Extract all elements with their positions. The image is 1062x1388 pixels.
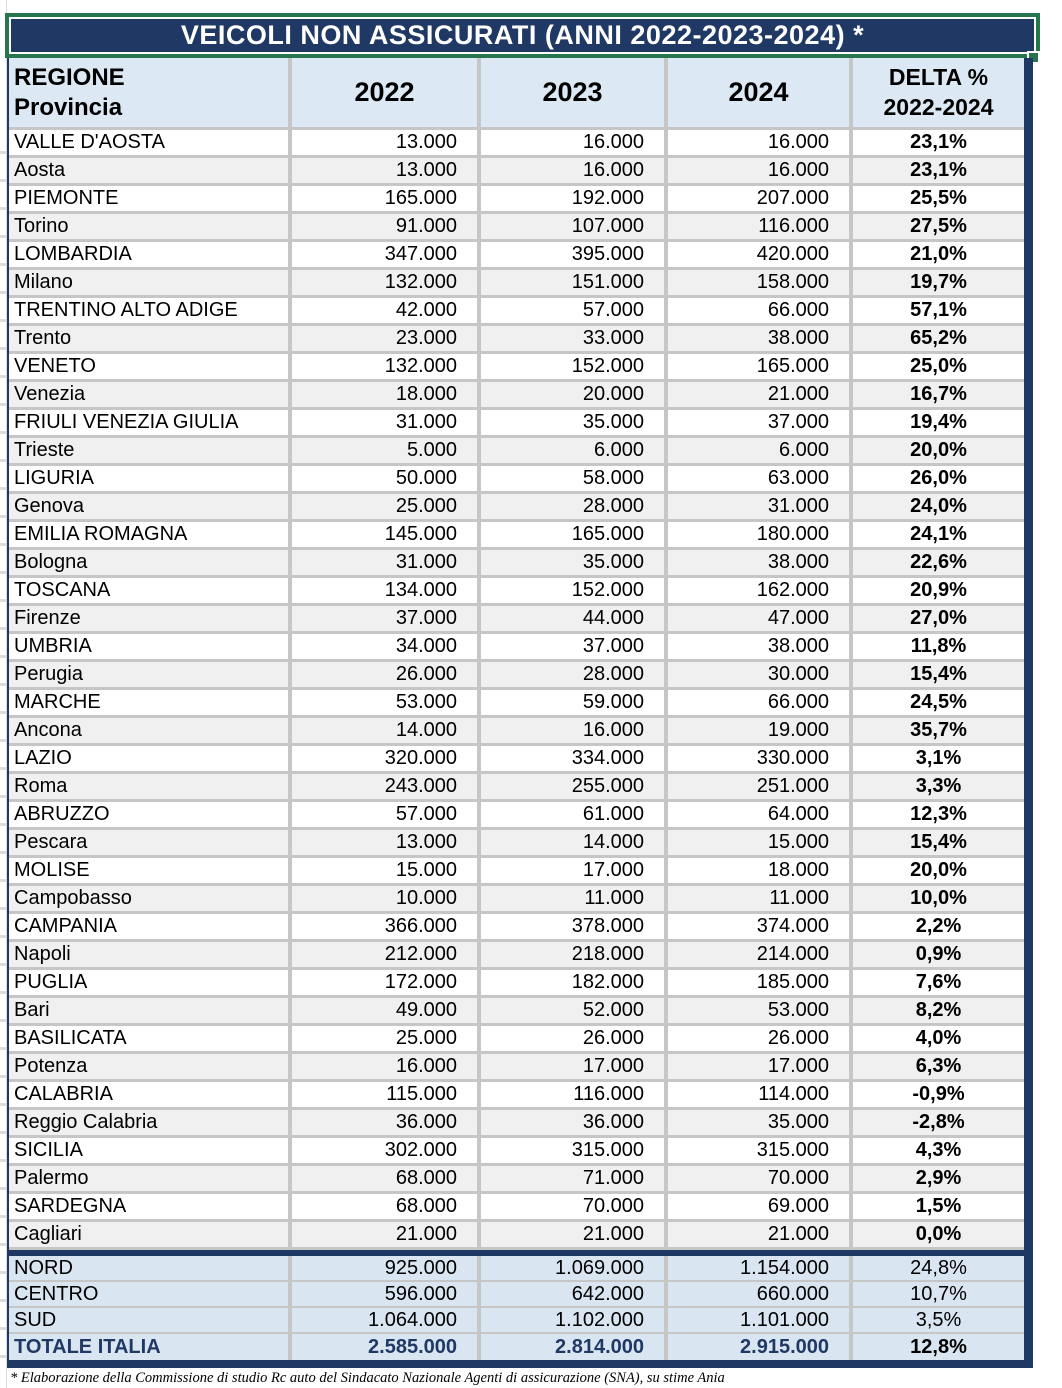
table-row xyxy=(9,1166,1024,1194)
value-2023-cell[interactable]: 57.000 xyxy=(477,298,664,323)
value-2024-cell[interactable]: 374.000 xyxy=(664,914,849,939)
table-row xyxy=(9,690,1024,718)
value-2023-cell[interactable]: 17.000 xyxy=(477,1054,664,1079)
delta-cell[interactable]: 12,3% xyxy=(849,802,1024,827)
delta-cell[interactable]: 16,7% xyxy=(849,382,1024,407)
table-row xyxy=(9,634,1024,662)
table-row xyxy=(9,410,1024,438)
value-2022-cell[interactable]: 31.000 xyxy=(288,550,477,575)
header-2024-label: 2024 xyxy=(728,77,789,107)
value-2024-cell[interactable]: 66.000 xyxy=(664,298,849,323)
table-row xyxy=(9,326,1024,354)
row-label-cell[interactable]: Genova xyxy=(14,495,85,517)
row-label-cell[interactable]: Ancona xyxy=(14,719,82,741)
row-label-cell[interactable]: Napoli xyxy=(14,943,71,965)
value-2024-cell[interactable]: 11.000 xyxy=(664,886,849,911)
table-row xyxy=(9,830,1024,858)
row-label-cell[interactable]: EMILIA ROMAGNA xyxy=(14,523,188,545)
table-row xyxy=(9,1138,1024,1166)
delta-cell[interactable]: 2,2% xyxy=(849,914,1024,939)
summary-row xyxy=(9,1308,1024,1334)
value-2022-cell[interactable]: 53.000 xyxy=(288,690,477,715)
value-2023-cell[interactable]: 107.000 xyxy=(477,214,664,239)
value-2024-cell[interactable]: 31.000 xyxy=(664,494,849,519)
table-row xyxy=(9,270,1024,298)
value-2022-cell[interactable]: 14.000 xyxy=(288,718,477,743)
value-2024-cell[interactable]: 19.000 xyxy=(664,718,849,743)
value-2024-cell[interactable]: 116.000 xyxy=(664,214,849,239)
value-2022-cell[interactable]: 132.000 xyxy=(288,270,477,295)
summary-delta-cell[interactable]: 10,7% xyxy=(849,1282,1024,1306)
table-row xyxy=(9,242,1024,270)
row-label-cell[interactable]: FRIULI VENEZIA GIULIA xyxy=(14,411,239,433)
delta-cell[interactable]: 3,3% xyxy=(849,774,1024,799)
value-2023-cell[interactable]: 165.000 xyxy=(477,522,664,547)
value-2022-cell[interactable]: 42.000 xyxy=(288,298,477,323)
value-2022-cell[interactable]: 16.000 xyxy=(288,1054,477,1079)
delta-cell[interactable]: 25,0% xyxy=(849,354,1024,379)
summary-row xyxy=(9,1282,1024,1308)
value-2024-cell[interactable]: 38.000 xyxy=(664,634,849,659)
value-2023-cell[interactable]: 28.000 xyxy=(477,494,664,519)
summary-delta-cell[interactable]: 3,5% xyxy=(849,1308,1024,1332)
value-2024-cell[interactable]: 35.000 xyxy=(664,1110,849,1135)
value-2022-cell[interactable]: 18.000 xyxy=(288,382,477,407)
value-2024-cell[interactable]: 16.000 xyxy=(664,130,849,155)
value-2022-cell[interactable]: 320.000 xyxy=(288,746,477,771)
value-2023-cell[interactable]: 61.000 xyxy=(477,802,664,827)
value-2023-cell[interactable]: 116.000 xyxy=(477,1082,664,1107)
summary-2024-cell[interactable]: 1.154.000 xyxy=(664,1256,849,1280)
value-2023-cell[interactable]: 6.000 xyxy=(477,438,664,463)
delta-cell[interactable]: 3,1% xyxy=(849,746,1024,771)
table-row xyxy=(9,746,1024,774)
value-2023-cell[interactable]: 35.000 xyxy=(477,410,664,435)
summary-2024-cell[interactable]: 1.101.000 xyxy=(664,1308,849,1332)
table-row xyxy=(9,186,1024,214)
footnote: * Elaborazione della Commissione di studio Rc auto del Sindacato Nazionale Agenti di assicurazione (SNA), su stime Ania xyxy=(10,1370,725,1386)
row-label-cell[interactable]: PUGLIA xyxy=(14,971,88,993)
header-2024[interactable] xyxy=(664,58,849,127)
delta-cell[interactable]: 23,1% xyxy=(849,130,1024,155)
row-label-cell[interactable]: Milano xyxy=(14,271,73,293)
header-delta-label: DELTA % xyxy=(888,63,989,90)
value-2023-cell[interactable]: 152.000 xyxy=(477,578,664,603)
summary-label-cell[interactable]: CENTRO xyxy=(14,1282,99,1305)
value-2024-cell[interactable]: 64.000 xyxy=(664,802,849,827)
value-2023-cell[interactable]: 37.000 xyxy=(477,634,664,659)
delta-cell[interactable]: -2,8% xyxy=(849,1110,1024,1135)
value-2022-cell[interactable]: 132.000 xyxy=(288,354,477,379)
delta-cell[interactable]: 19,4% xyxy=(849,410,1024,435)
delta-cell[interactable]: 20,0% xyxy=(849,858,1024,883)
delta-cell[interactable]: 0,9% xyxy=(849,942,1024,967)
value-2022-cell[interactable]: 31.000 xyxy=(288,410,477,435)
value-2022-cell[interactable]: 91.000 xyxy=(288,214,477,239)
delta-cell[interactable]: 10,0% xyxy=(849,886,1024,911)
row-label-cell[interactable]: Aosta xyxy=(14,159,66,181)
value-2024-cell[interactable]: 185.000 xyxy=(664,970,849,995)
row-label-cell[interactable]: Bologna xyxy=(14,551,88,573)
table-body xyxy=(9,130,1024,1250)
value-2024-cell[interactable]: 30.000 xyxy=(664,662,849,687)
value-2023-cell[interactable]: 44.000 xyxy=(477,606,664,631)
table-row xyxy=(9,130,1024,158)
delta-cell[interactable]: 35,7% xyxy=(849,718,1024,743)
header-2023[interactable] xyxy=(477,58,664,127)
value-2024-cell[interactable]: 53.000 xyxy=(664,998,849,1023)
delta-cell[interactable]: 20,0% xyxy=(849,438,1024,463)
summary-2022-cell[interactable]: 2.585.000 xyxy=(288,1334,477,1360)
delta-cell[interactable]: 0,0% xyxy=(849,1222,1024,1247)
table-row xyxy=(9,550,1024,578)
value-2022-cell[interactable]: 13.000 xyxy=(288,830,477,855)
value-2023-cell[interactable]: 334.000 xyxy=(477,746,664,771)
value-2022-cell[interactable]: 25.000 xyxy=(288,494,477,519)
delta-cell[interactable]: 6,3% xyxy=(849,1054,1024,1079)
value-2024-cell[interactable]: 162.000 xyxy=(664,578,849,603)
delta-cell[interactable]: 23,1% xyxy=(849,158,1024,183)
table-title-cell[interactable] xyxy=(5,13,1040,58)
table-row xyxy=(9,662,1024,690)
delta-cell[interactable]: 11,8% xyxy=(849,634,1024,659)
row-label-cell[interactable]: Cagliari xyxy=(14,1223,82,1245)
value-2024-cell[interactable]: 420.000 xyxy=(664,242,849,267)
summary-block xyxy=(9,1250,1024,1368)
delta-cell[interactable]: 24,5% xyxy=(849,690,1024,715)
value-2022-cell[interactable]: 134.000 xyxy=(288,578,477,603)
value-2024-cell[interactable]: 180.000 xyxy=(664,522,849,547)
delta-cell[interactable]: 26,0% xyxy=(849,466,1024,491)
value-2023-cell[interactable]: 17.000 xyxy=(477,858,664,883)
table-row xyxy=(9,802,1024,830)
value-2024-cell[interactable]: 63.000 xyxy=(664,466,849,491)
value-2023-cell[interactable]: 52.000 xyxy=(477,998,664,1023)
delta-cell[interactable]: 7,6% xyxy=(849,970,1024,995)
delta-cell[interactable]: 27,5% xyxy=(849,214,1024,239)
data-table xyxy=(7,58,1033,1368)
row-label-cell[interactable]: LOMBARDIA xyxy=(14,243,132,265)
summary-delta-cell[interactable]: 24,8% xyxy=(849,1256,1024,1280)
table-row xyxy=(9,298,1024,326)
row-label-cell[interactable]: ABRUZZO xyxy=(14,803,110,825)
delta-cell[interactable]: 24,0% xyxy=(849,494,1024,519)
value-2023-cell[interactable]: 378.000 xyxy=(477,914,664,939)
table-row xyxy=(9,1082,1024,1110)
value-2023-cell[interactable]: 315.000 xyxy=(477,1138,664,1163)
row-label-cell[interactable]: LAZIO xyxy=(14,747,72,769)
value-2024-cell[interactable]: 207.000 xyxy=(664,186,849,211)
header-delta-range-label: 2022-2024 xyxy=(883,93,994,120)
table-row xyxy=(9,1222,1024,1250)
delta-cell[interactable]: 8,2% xyxy=(849,998,1024,1023)
value-2024-cell[interactable]: 37.000 xyxy=(664,410,849,435)
row-label-cell[interactable]: TRENTINO ALTO ADIGE xyxy=(14,299,238,321)
table-row xyxy=(9,970,1024,998)
table-row xyxy=(9,914,1024,942)
row-label-cell[interactable]: BASILICATA xyxy=(14,1027,127,1049)
summary-row xyxy=(9,1256,1024,1282)
value-2022-cell[interactable]: 5.000 xyxy=(288,438,477,463)
value-2023-cell[interactable]: 71.000 xyxy=(477,1166,664,1191)
value-2023-cell[interactable]: 28.000 xyxy=(477,662,664,687)
value-2023-cell[interactable]: 58.000 xyxy=(477,466,664,491)
table-row xyxy=(9,354,1024,382)
value-2024-cell[interactable]: 21.000 xyxy=(664,1222,849,1247)
delta-cell[interactable]: 4,3% xyxy=(849,1138,1024,1163)
table-row xyxy=(9,1026,1024,1054)
value-2024-cell[interactable]: 17.000 xyxy=(664,1054,849,1079)
sheet-row-gridlines xyxy=(0,126,7,1376)
value-2022-cell[interactable]: 37.000 xyxy=(288,606,477,631)
table-row xyxy=(9,382,1024,410)
table-row xyxy=(9,718,1024,746)
row-label-cell[interactable]: Trieste xyxy=(14,439,75,461)
row-label-cell[interactable]: Perugia xyxy=(14,663,83,685)
header-2022[interactable] xyxy=(288,58,477,127)
row-label-cell[interactable]: Firenze xyxy=(14,607,81,629)
table-row xyxy=(9,886,1024,914)
value-2024-cell[interactable]: 165.000 xyxy=(664,354,849,379)
value-2024-cell[interactable]: 315.000 xyxy=(664,1138,849,1163)
delta-cell[interactable]: 25,5% xyxy=(849,186,1024,211)
header-2022-label: 2022 xyxy=(354,77,415,107)
value-2022-cell[interactable]: 26.000 xyxy=(288,662,477,687)
delta-cell[interactable]: 15,4% xyxy=(849,830,1024,855)
value-2022-cell[interactable]: 165.000 xyxy=(288,186,477,211)
delta-cell[interactable]: -0,9% xyxy=(849,1082,1024,1107)
delta-cell[interactable]: 19,7% xyxy=(849,270,1024,295)
value-2024-cell[interactable]: 15.000 xyxy=(664,830,849,855)
delta-cell[interactable]: 27,0% xyxy=(849,606,1024,631)
value-2024-cell[interactable]: 66.000 xyxy=(664,690,849,715)
value-2023-cell[interactable]: 36.000 xyxy=(477,1110,664,1135)
row-label-cell[interactable]: LIGURIA xyxy=(14,467,95,489)
value-2022-cell[interactable]: 13.000 xyxy=(288,158,477,183)
row-label-cell[interactable]: TOSCANA xyxy=(14,579,111,601)
table-row xyxy=(9,522,1024,550)
row-label-cell[interactable]: Reggio Calabria xyxy=(14,1111,158,1133)
value-2023-cell[interactable]: 218.000 xyxy=(477,942,664,967)
summary-label-cell[interactable]: SUD xyxy=(14,1308,57,1331)
value-2024-cell[interactable]: 114.000 xyxy=(664,1082,849,1107)
row-label-cell[interactable]: Torino xyxy=(14,215,69,237)
table-row xyxy=(9,1194,1024,1222)
value-2024-cell[interactable]: 251.000 xyxy=(664,774,849,799)
value-2022-cell[interactable]: 21.000 xyxy=(288,1222,477,1247)
header-2023-label: 2023 xyxy=(542,77,603,107)
delta-cell[interactable]: 4,0% xyxy=(849,1026,1024,1051)
value-2022-cell[interactable]: 68.000 xyxy=(288,1166,477,1191)
row-label-cell[interactable]: CALABRIA xyxy=(14,1083,113,1105)
delta-cell[interactable]: 15,4% xyxy=(849,662,1024,687)
value-2024-cell[interactable]: 158.000 xyxy=(664,270,849,295)
row-label-cell[interactable]: SICILIA xyxy=(14,1139,83,1161)
value-2024-cell[interactable]: 47.000 xyxy=(664,606,849,631)
delta-cell[interactable]: 22,6% xyxy=(849,550,1024,575)
value-2022-cell[interactable]: 10.000 xyxy=(288,886,477,911)
summary-delta-cell[interactable]: 12,8% xyxy=(849,1334,1024,1360)
table-row xyxy=(9,494,1024,522)
value-2023-cell[interactable]: 26.000 xyxy=(477,1026,664,1051)
table-row xyxy=(9,158,1024,186)
value-2022-cell[interactable]: 145.000 xyxy=(288,522,477,547)
row-label-cell[interactable]: MARCHE xyxy=(14,691,101,713)
value-2024-cell[interactable]: 16.000 xyxy=(664,158,849,183)
value-2022-cell[interactable]: 34.000 xyxy=(288,634,477,659)
header-delta[interactable] xyxy=(849,58,1024,127)
row-label-cell[interactable]: PIEMONTE xyxy=(14,187,119,209)
value-2023-cell[interactable]: 151.000 xyxy=(477,270,664,295)
value-2023-cell[interactable]: 59.000 xyxy=(477,690,664,715)
value-2022-cell[interactable]: 347.000 xyxy=(288,242,477,267)
value-2023-cell[interactable]: 395.000 xyxy=(477,242,664,267)
row-label-cell[interactable]: MOLISE xyxy=(14,859,90,881)
table-row xyxy=(9,606,1024,634)
row-label-cell[interactable]: Bari xyxy=(14,999,50,1021)
header-provincia-label: Provincia xyxy=(14,93,123,121)
value-2022-cell[interactable]: 25.000 xyxy=(288,1026,477,1051)
value-2023-cell[interactable]: 14.000 xyxy=(477,830,664,855)
value-2024-cell[interactable]: 214.000 xyxy=(664,942,849,967)
row-label-cell[interactable]: SARDEGNA xyxy=(14,1195,127,1217)
value-2023-cell[interactable]: 192.000 xyxy=(477,186,664,211)
value-2022-cell[interactable]: 57.000 xyxy=(288,802,477,827)
row-label-cell[interactable]: CAMPANIA xyxy=(14,915,117,937)
delta-cell[interactable]: 24,1% xyxy=(849,522,1024,547)
value-2023-cell[interactable]: 182.000 xyxy=(477,970,664,995)
table-row xyxy=(9,438,1024,466)
value-2022-cell[interactable]: 49.000 xyxy=(288,998,477,1023)
value-2023-cell[interactable]: 21.000 xyxy=(477,1222,664,1247)
row-label-cell[interactable]: VALLE D'AOSTA xyxy=(14,131,165,153)
value-2024-cell[interactable]: 330.000 xyxy=(664,746,849,771)
delta-cell[interactable]: 65,2% xyxy=(849,326,1024,351)
table-row xyxy=(9,578,1024,606)
summary-row xyxy=(9,1334,1024,1360)
value-2022-cell[interactable]: 13.000 xyxy=(288,130,477,155)
value-2024-cell[interactable]: 26.000 xyxy=(664,1026,849,1051)
value-2022-cell[interactable]: 212.000 xyxy=(288,942,477,967)
row-label-cell[interactable]: Campobasso xyxy=(14,887,132,909)
value-2024-cell[interactable]: 18.000 xyxy=(664,858,849,883)
row-label-cell[interactable]: VENETO xyxy=(14,355,96,377)
value-2023-cell[interactable]: 255.000 xyxy=(477,774,664,799)
table-title: VEICOLI NON ASSICURATI (ANNI 2022-2023-2024) * xyxy=(180,20,865,50)
value-2024-cell[interactable]: 69.000 xyxy=(664,1194,849,1219)
value-2022-cell[interactable]: 15.000 xyxy=(288,858,477,883)
value-2022-cell[interactable]: 366.000 xyxy=(288,914,477,939)
row-label-cell[interactable]: Roma xyxy=(14,775,68,797)
value-2024-cell[interactable]: 70.000 xyxy=(664,1166,849,1191)
value-2024-cell[interactable]: 21.000 xyxy=(664,382,849,407)
delta-cell[interactable]: 1,5% xyxy=(849,1194,1024,1219)
value-2023-cell[interactable]: 152.000 xyxy=(477,354,664,379)
delta-cell[interactable]: 2,9% xyxy=(849,1166,1024,1191)
value-2024-cell[interactable]: 6.000 xyxy=(664,438,849,463)
value-2022-cell[interactable]: 302.000 xyxy=(288,1138,477,1163)
header-regione-provincia[interactable] xyxy=(9,58,288,127)
value-2022-cell[interactable]: 36.000 xyxy=(288,1110,477,1135)
delta-cell[interactable]: 57,1% xyxy=(849,298,1024,323)
row-label-cell[interactable]: Pescara xyxy=(14,831,88,853)
value-2022-cell[interactable]: 50.000 xyxy=(288,466,477,491)
value-2023-cell[interactable]: 20.000 xyxy=(477,382,664,407)
row-label-cell[interactable]: Trento xyxy=(14,327,72,349)
summary-2023-cell[interactable]: 1.069.000 xyxy=(477,1256,664,1280)
delta-cell[interactable]: 21,0% xyxy=(849,242,1024,267)
table-row xyxy=(9,466,1024,494)
value-2024-cell[interactable]: 38.000 xyxy=(664,550,849,575)
summary-2022-cell[interactable]: 596.000 xyxy=(288,1282,477,1306)
value-2023-cell[interactable]: 33.000 xyxy=(477,326,664,351)
table-row xyxy=(9,774,1024,802)
summary-2023-cell[interactable]: 642.000 xyxy=(477,1282,664,1306)
table-header-row xyxy=(9,58,1024,130)
value-2022-cell[interactable]: 243.000 xyxy=(288,774,477,799)
delta-cell[interactable]: 20,9% xyxy=(849,578,1024,603)
row-label-cell[interactable]: UMBRIA xyxy=(14,635,92,657)
summary-2022-cell[interactable]: 925.000 xyxy=(288,1256,477,1280)
value-2022-cell[interactable]: 115.000 xyxy=(288,1082,477,1107)
summary-label-cell[interactable]: TOTALE ITALIA xyxy=(14,1335,161,1358)
summary-label-cell[interactable]: NORD xyxy=(14,1256,73,1279)
summary-2022-cell[interactable]: 1.064.000 xyxy=(288,1308,477,1332)
value-2023-cell[interactable]: 70.000 xyxy=(477,1194,664,1219)
row-label-cell[interactable]: Potenza xyxy=(14,1055,88,1077)
value-2024-cell[interactable]: 38.000 xyxy=(664,326,849,351)
value-2023-cell[interactable]: 16.000 xyxy=(477,158,664,183)
table-row xyxy=(9,214,1024,242)
table-row xyxy=(9,998,1024,1026)
value-2023-cell[interactable]: 16.000 xyxy=(477,718,664,743)
summary-2023-cell[interactable]: 2.814.000 xyxy=(477,1334,664,1360)
row-label-cell[interactable]: Palermo xyxy=(14,1167,89,1189)
table-row xyxy=(9,1110,1024,1138)
summary-2024-cell[interactable]: 2.915.000 xyxy=(664,1334,849,1360)
value-2022-cell[interactable]: 68.000 xyxy=(288,1194,477,1219)
table-row xyxy=(9,1054,1024,1082)
value-2022-cell[interactable]: 23.000 xyxy=(288,326,477,351)
summary-2024-cell[interactable]: 660.000 xyxy=(664,1282,849,1306)
table-row xyxy=(9,858,1024,886)
value-2023-cell[interactable]: 11.000 xyxy=(477,886,664,911)
summary-2023-cell[interactable]: 1.102.000 xyxy=(477,1308,664,1332)
value-2023-cell[interactable]: 35.000 xyxy=(477,550,664,575)
value-2023-cell[interactable]: 16.000 xyxy=(477,130,664,155)
table-row xyxy=(9,942,1024,970)
value-2022-cell[interactable]: 172.000 xyxy=(288,970,477,995)
row-label-cell[interactable]: Venezia xyxy=(14,383,86,405)
header-regione-label: REGIONE xyxy=(14,63,125,91)
